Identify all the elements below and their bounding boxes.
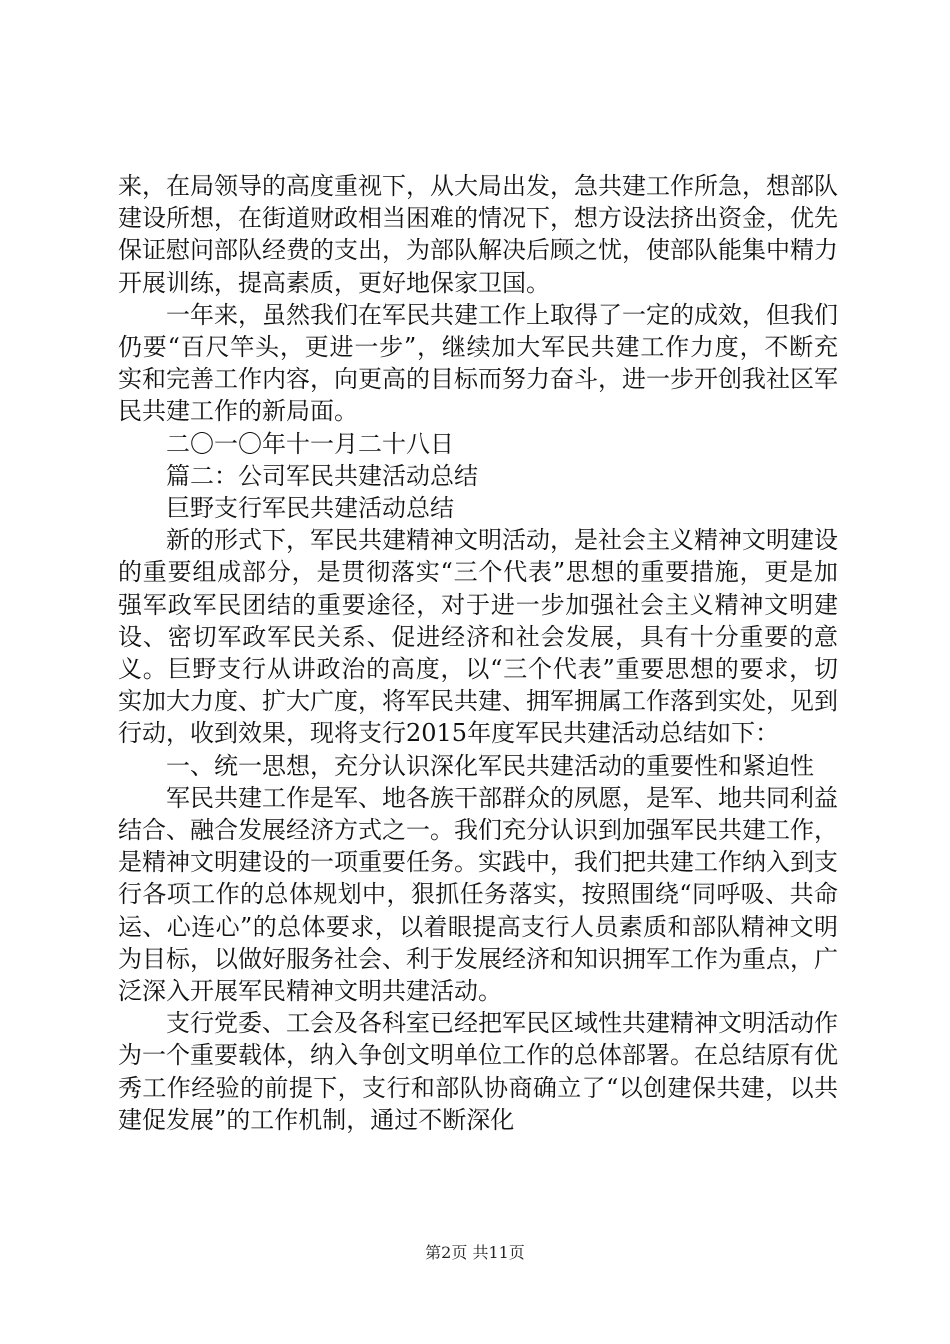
date-line: 二〇一〇年十一月二十八日 — [166, 429, 454, 458]
paragraph-body: 军民共建工作是军、地各族干部群众的夙愿，是军、地共同利益结合、融合发展经济方式之一。我们充分认识到加强军民共建工作，是精神文明建设的一项重要任务。实践中，我们把共建工作纳入到支行各项工作的总体规划中，狠抓任务落实，按照围绕“同呼吸、共命运、心连心”的总体要求，以着眼提高支行人员素质和部队精神文明为目标，以做好服务社会、利于发展经济和知识拥军工作为重点，广泛深入开展军民精神文明共建活动。 — [118, 783, 838, 1006]
page-number-footer: 第2页 共11页 — [425, 1243, 525, 1262]
paragraph-intro: 新的形式下，军民共建精神文明活动，是社会主义精神文明建设的重要组成部分，是贯彻落实“三个代表”思想的重要措施，更是加强军政军民团结的重要途径，对于进一步加强社会主义精神文明建设、密切军政军民关系、促进经济和社会发展，具有十分重要的意义。巨野支行从讲政治的高度，以“三个代表”重要思想的要求，切实加大力度、扩大广度，将军民共建、拥军拥属工作落到实处，见到行动，收到效果，现将支行2015年度军民共建活动总结如下： — [118, 526, 838, 748]
document-body — [118, 170, 838, 1136]
paragraph-body: 支行党委、工会及各科室已经把军民区域性共建精神文明活动作为一个重要载体，纳入争创文明单位工作的总体部署。在总结原有优秀工作经验的前提下，支行和部队协商确立了“以创建保共建，以共建促发展”的工作机制，通过不断深化 — [118, 1009, 838, 1134]
section-heading: 篇二：公司军民共建活动总结 — [166, 461, 478, 490]
paragraph-summary: 一年来，虽然我们在军民共建工作上取得了一定的成效，但我们仍要“百尺竿头，更进一步”，继续加大军民共建工作力度，不断充实和完善工作内容，向更高的目标而努力奋斗，进一步开创我社区军民共建工作的新局面。 — [118, 300, 838, 426]
paragraph-continuation: 来，在局领导的高度重视下，从大局出发，急共建工作所急，想部队建设所想，在街道财政相当困难的情况下，想方设法挤出资金，优先保证慰问部队经费的支出，为部队解决后顾之忧，使部队能集中精力开展训练，提高素质，更好地保家卫国。 — [118, 172, 838, 297]
document-title: 巨野支行军民共建活动总结 — [166, 494, 454, 523]
subheading-one: 一、统一思想，充分认识深化军民共建活动的重要性和紧迫性 — [166, 751, 814, 780]
